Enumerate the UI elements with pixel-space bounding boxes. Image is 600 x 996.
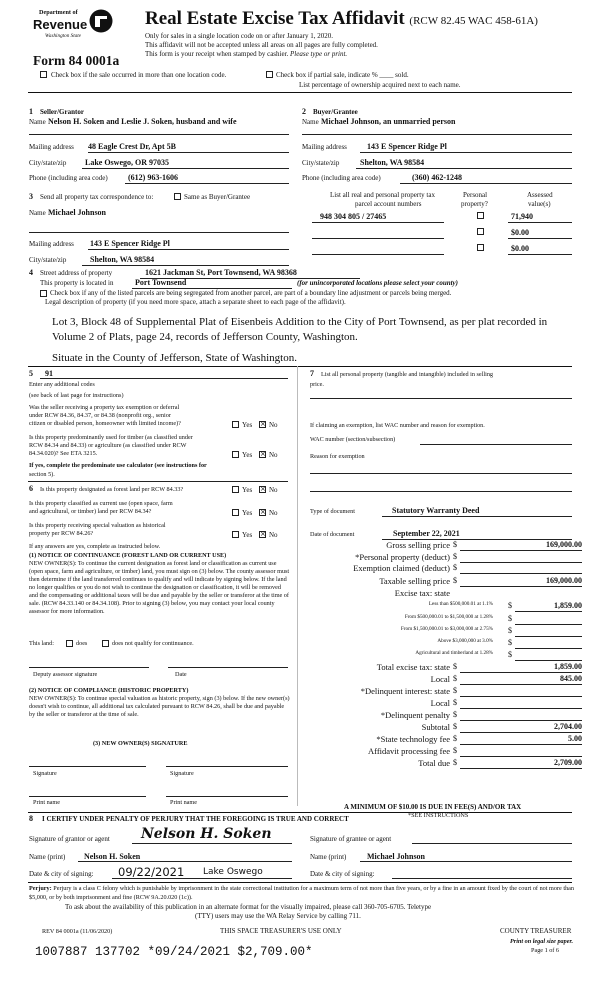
continuance-title: (1) NOTICE OF CONTINUANCE (FOREST LAND OR CURRENT USE) [29,552,227,559]
additional-code[interactable]: 91 [45,369,53,378]
same-as-buyer-label: Same as Buyer/Grantee [184,193,251,201]
yes-label: Yes [242,531,253,539]
deputy-date-line [168,667,288,668]
assessed-header-2: value(s) [528,200,551,208]
signature-label: Signature [33,770,57,777]
calc-value[interactable]: 1,859.00 [554,662,582,671]
dollar-sign: $ [453,698,457,707]
grantee-name-line [360,861,572,862]
grantor-signature-label: Signature of grantor or agent [29,835,110,843]
calc-value[interactable]: 5.00 [568,734,582,743]
calc-value-line [460,744,582,745]
q4-yes-checkbox[interactable] [232,509,239,516]
deputy-date-label: Date [175,671,187,678]
form-number: Form 84 0001a [33,53,120,68]
calc-value-line [460,684,582,685]
calc-value-line [515,636,582,637]
calc-label: *Delinquent interest: state [360,686,450,696]
calc-label: *Delinquent penalty [380,710,450,720]
q5-no-checkbox-checked[interactable]: × [260,530,266,538]
segregated-label: Check box if any of the listed parcels are being segregated from another parcel, are part of a boundary line adjustment or parcels being merged. [50,289,452,297]
if-yes-note-2: section 5). [29,471,55,478]
header-rule [28,92,572,93]
grantee-signature-label: Signature of grantee or agent [310,835,392,843]
personal-property-checkbox[interactable] [477,244,484,251]
calc-label: Gross selling price [386,540,450,550]
taxto-city[interactable]: Shelton, WA 98584 [90,255,155,264]
section-4-number: 4 [29,268,33,277]
section-8-rule [28,812,572,813]
taxto-name[interactable]: Michael Johnson [48,208,107,217]
buyer-phone[interactable]: (360) 462-1248 [412,173,462,182]
washington-state-icon [88,8,114,34]
multi-location-label: Check box if the sale occurred in more than one location code. [51,71,227,79]
grantor-date-line [112,878,292,879]
calc-value[interactable]: 2,704.00 [554,722,582,731]
calc-label: Subtotal [421,722,450,732]
dollar-sign: $ [453,552,457,561]
grantor-print-name[interactable]: Nelson H. Soken [84,852,141,861]
taxto-name-label: Name [29,209,46,217]
assessed-value[interactable]: 71,940 [511,212,533,221]
calc-value-line [515,648,582,649]
calc-label: Total excise tax: state [376,662,450,672]
seller-phone[interactable]: (612) 963-1606 [128,173,178,182]
property-address-label: Street address of property [40,269,113,277]
note-receipt: This form is your receipt when stamped by cashier. Please type or print. [145,50,348,58]
deputy-signature-line [29,667,149,668]
grantor-name-label: Name (print) [29,853,66,861]
legal-description-line-3[interactable]: Situate in the County of Jefferson, State of Washington. [52,352,297,364]
note-complete-all: This affidavit will not be accepted unless all areas on all pages are fully completed. [145,41,378,49]
tax-correspondence-label: Send all property tax correspondence to: [40,193,154,201]
dollar-sign: $ [453,686,457,695]
this-land-label: This land: [29,640,54,647]
yes-label: Yes [242,451,253,459]
buyer-name[interactable]: Michael Johnson, an unmarried person [321,117,456,126]
calc-value[interactable]: 1,859.00 [554,601,582,610]
exemption-question-2: under RCW 84.36, 84.37, or 84.38 (nonprofit org., senior [29,412,171,419]
buyer-city-line [356,168,572,169]
assessed-header-1: Assessed [527,191,553,199]
personal-property-checkbox[interactable] [477,228,484,235]
dollar-sign: $ [453,563,457,572]
segregated-checkbox[interactable] [40,290,47,297]
calc-label: Local [430,674,450,684]
compliance-title: (2) NOTICE OF COMPLIANCE (HISTORIC PROPERTY) [29,687,189,694]
seller-address[interactable]: 48 Eagle Crest Dr, Apt 5B [88,142,176,151]
seller-divider [29,134,289,135]
no-label: No [269,421,278,429]
print-name-line [29,796,146,797]
calc-label: *Personal property (deduct) [355,552,450,562]
column-divider [297,366,298,806]
historic-question: Is this property receiving special valuation as historical [29,522,166,529]
seller-city[interactable]: Lake Oswego, OR 97035 [85,158,169,167]
calc-value-line [460,768,582,769]
print-name-label: Print name [170,799,197,806]
dollar-sign: $ [508,601,512,610]
seller-address-line [88,152,289,153]
exemption-question-3: citizen or disabled person, homeowner with limited income)? [29,420,181,427]
calc-value[interactable]: 2,709.00 [554,758,582,767]
partial-sale-checkbox[interactable] [266,71,273,78]
section-5-rule [28,481,288,482]
section-5-number: 5 [29,369,33,378]
no-label: No [269,451,278,459]
personal-property-label: List all personal property (tangible and intangible) included in selling [321,371,494,378]
calc-value-line [460,550,582,551]
buyer-name-label: Name [302,118,319,126]
calc-value[interactable]: 169,000.00 [546,576,582,585]
historic-question-2: property per RCW 84.26? [29,530,94,537]
calc-label: Taxable selling price [379,576,450,586]
tty-note: (TTY) users may use the WA Relay Service by calling 711. [195,912,361,920]
grantor-signing-date[interactable]: 09/22/2021 [118,865,185,879]
wac-label: WAC number (section/subsection) [310,436,396,443]
dept-line1: Department of [39,9,78,16]
calc-label: Affidavit processing fee [368,746,450,756]
dollar-sign: $ [453,576,457,585]
calc-value-line [460,756,582,757]
print-name-line [166,796,288,797]
calc-value-line [460,708,582,709]
taxto-address-line [88,249,289,250]
calc-label: Agricultural and timberland at 1.28% [415,650,493,656]
owner-signature-line [29,766,146,767]
q3-no-checkbox-checked[interactable]: × [260,485,266,493]
section-1-number: 1 [29,107,33,116]
document-type[interactable]: Statutory Warranty Deed [392,506,480,515]
document-type-line [382,516,572,517]
continuance-body: NEW OWNER(S): To continue the current designation as forest land or classification as current use (open space, farm and agriculture, or timber) land, you must sign on (3) below. The county assessor must then determine if the land transferred continues to qualify and will indicate by signing below. If the land no longer qualifies or you do not wish to continue the designation or classification, it will be removed and the compensating or additional taxes will be due and payable by the seller or transferor at the time of sale. (RCW 84.33.140 or 84.34.108). Prior to signing (3) below, you may contact your local county assessor for more information. [29,560,290,615]
seller-city-line [82,168,289,169]
legal-description-line-1[interactable]: Lot 3, Block 48 of Supplemental Plat of Eisenbeis Addition to the City of Port Townsend, as per plat recorded in [52,316,548,328]
section-6-number: 6 [29,484,33,493]
calc-value-line [460,562,582,563]
perjury-notice: Perjury: Perjury is a class C felony which is punishable by imprisonment in the state correctional institution for a maximum term of not more than five years, or by a fine in an amount fixed by the court of not more than $5,000, or by both imprisonment and fine (RCW 9A.20.020 (1c)). [29,885,575,901]
timber-question: Is this property predominantly used for timber (as classified under [29,434,193,441]
forest-question: Is this property designated as forest land per RCW 84.33? [40,486,184,493]
section-2-number: 2 [302,107,306,116]
timber-question-2: RCW 84.34 and 84.33) or agriculture (as classified under RCW [29,442,187,449]
dollar-sign: $ [453,746,457,755]
dollar-sign: $ [508,614,512,623]
calc-label: Local [430,698,450,708]
multi-location-checkbox[interactable] [40,71,47,78]
alternate-format-note: To ask about the availability of this publication in an alternate format for the visually impaired, please call 360-705-6705. Teletype [65,903,432,911]
q3-yes-checkbox[interactable] [232,486,239,493]
parcel-line [312,238,444,239]
parcel-line [312,222,444,223]
yes-label: Yes [242,421,253,429]
compliance-body: NEW OWNER(S): To continue special valuation as historic property, sign (3) below. If the new owner(s) doesn't wish to continue, all additional tax calculated pursuant to RCW 84.26, shall be due and payable by the seller or transferor at the time of sale. [29,695,290,718]
calc-value-line [515,611,582,612]
calc-label: From $500,000.01 to $1,500,000 at 1.28% [404,614,493,620]
new-owner-signature-title: (3) NEW OWNER(S) SIGNATURE [93,740,188,747]
seller-city-label: City/state/zip [29,159,67,167]
exemption-reason-label: Reason for exemption [310,453,365,460]
parcel-line [312,254,444,255]
buyer-phone-label: Phone (including area code) [302,174,381,182]
dollar-sign: $ [508,626,512,635]
county-treasurer-label: COUNTY TREASURER [500,927,572,935]
timber-question-3: 84.34.020)? See ETA 3215. [29,450,98,457]
treasurer-use-label: THIS SPACE TREASURER'S USE ONLY [220,927,342,935]
exemption-question: Was the seller receiving a property tax exemption or deferral [29,404,180,411]
seller-phone-label: Phone (including area code) [29,174,108,182]
taxto-divider [29,232,289,233]
calc-value-line [460,720,582,721]
dept-line2: Washington State [45,33,81,39]
footer-rule [28,882,572,883]
page-number: Page 1 of 6 [531,947,560,954]
property-address[interactable]: 1621 Jackman St, Port Townsend, WA 98368 [145,268,297,277]
seller-heading: Seller/Grantor [40,108,84,116]
no-label: No [269,531,278,539]
does-not-label: does not qualify for continuance. [112,640,194,647]
buyer-heading: Buyer/Grantee [313,108,358,116]
calc-value-line [460,672,582,673]
dollar-sign: $ [508,650,512,659]
calc-value[interactable]: 169,000.00 [546,540,582,549]
q4-no-checkbox-checked[interactable]: × [260,508,266,516]
wac-line [420,444,572,445]
section-4-rule [28,366,572,367]
dollar-sign: $ [453,758,457,767]
q1-yes-checkbox[interactable] [232,421,239,428]
no-label: No [269,509,278,517]
personal-property-line [310,398,572,399]
calc-label: From $1,500,000.01 to $3,000,000 at 2.75% [400,626,493,632]
calc-value-line [460,732,582,733]
partial-pct-note: List percentage of ownership acquired next to each name. [299,81,461,89]
no-label: No [269,486,278,494]
grantor-signature-line [132,843,292,844]
taxto-city-line [82,265,289,266]
located-in-label: This property is located in [40,279,114,287]
minimum-due-note: A MINIMUM OF $10.00 IS DUE IN FEE(S) AND/OR TAX [344,803,522,811]
calc-value-line [515,660,582,661]
calc-value-line [460,696,582,697]
seller-address-label: Mailing address [29,143,74,151]
section-3-number: 3 [29,192,33,201]
section-8-number: 8 [29,814,33,823]
taxto-address[interactable]: 143 E Spencer Ridge Pl [90,239,170,248]
personal-property-checkbox[interactable] [477,212,484,219]
personal-header-2: property? [461,200,488,208]
grantee-date-line [392,878,572,879]
owner-signature-line [166,766,288,767]
q5-yes-checkbox[interactable] [232,531,239,538]
does-checkbox[interactable] [66,640,73,647]
document-date-label: Date of document [310,531,355,538]
print-name-label: Print name [33,799,60,806]
calc-label: Less than $500,000.01 at 1.1% [428,601,493,607]
personal-property-label-2: price. [310,381,324,388]
dollar-sign: $ [453,662,457,671]
current-use-question: Is this property classified as current use (open space, farm [29,500,173,507]
partial-sale-label: Check box if partial sale, indicate % ____ sold. [276,71,409,79]
taxto-city-label: City/state/zip [29,256,67,264]
assessed-line [508,238,572,239]
buyer-city-label: City/state/zip [302,159,340,167]
buyer-divider [302,134,572,135]
does-not-checkbox[interactable] [102,640,109,647]
buyer-address-label: Mailing address [302,143,347,151]
dollar-sign: $ [453,734,457,743]
legal-paper-note: Print on legal size paper. [510,938,574,945]
dollar-sign: $ [453,674,457,683]
grantee-signature-line [412,843,572,844]
does-label: does [76,640,88,647]
additional-codes-label: Enter any additional codes [29,381,95,388]
calc-value-line [460,586,582,587]
grantor-date-label: Date & city of signing: [29,870,94,878]
grantor-signature[interactable]: Nelson H. Soken [141,826,272,842]
buyer-address-line [360,152,572,153]
calc-label: Total due [418,758,450,768]
form-title: Real Estate Excise Tax Affidavit (RCW 82.45 WAC 458-61A) [145,8,538,29]
q1-no-checkbox-checked[interactable]: × [260,420,266,428]
current-use-question-2: and agricultural, or timber) land per RCW 84.34? [29,508,152,515]
calc-value-line [460,573,582,574]
calc-label: Exemption claimed (deduct) [353,563,450,573]
seller-name[interactable]: Nelson H. Soken and Leslie J. Soken, husband and wife [48,117,237,126]
q2-yes-checkbox[interactable] [232,451,239,458]
assessed-value[interactable]: $0.00 [511,228,529,237]
calc-value[interactable]: 845.00 [560,674,582,683]
treasurer-stamp: 1007887 137702 *09/24/2021 $2,709.00* [35,945,313,959]
revenue-wordmark: Revenue [33,17,88,32]
seller-phone-line [125,183,289,184]
seller-name-label: Name [29,118,46,126]
calc-label: *State technology fee [376,734,450,744]
certification-statement: I CERTIFY UNDER PENALTY OF PERJURY THAT THE FOREGOING IS TRUE AND CORRECT [42,815,349,823]
code-line [40,378,288,379]
revision-number: REV 84 0001a (11/06/2020) [42,928,113,935]
taxto-address-label: Mailing address [29,240,74,248]
document-date[interactable]: September 22, 2021 [393,529,460,538]
assessed-line [508,254,572,255]
see-instructions-note: *SEE INSTRUCTIONS [408,812,469,819]
dollar-sign: $ [453,710,457,719]
unincorporated-note: (for unincorporated locations please select your county) [297,279,458,287]
buyer-city[interactable]: Shelton, WA 98584 [360,158,425,167]
reason-line [310,473,572,474]
dollar-sign: $ [508,638,512,647]
deputy-signature-label: Deputy assessor signature [33,671,98,678]
grantee-print-name[interactable]: Michael Johnson [367,852,426,861]
dollar-sign: $ [453,540,457,549]
grantee-date-label: Date & city of signing: [310,870,375,878]
located-in[interactable]: Port Townsend [135,278,187,287]
grantee-name-label: Name (print) [310,853,347,861]
dollar-sign: $ [453,722,457,731]
assessed-value[interactable]: $0.00 [511,244,529,253]
q2-no-checkbox-checked[interactable]: × [260,450,266,458]
yes-label: Yes [242,486,253,494]
parcel-header-1: List all real and personal property tax [330,191,435,199]
if-yes-note: If yes, complete the predominate use calculator (see instructions for [29,462,207,469]
yes-label: Yes [242,509,253,517]
buyer-phone-line [400,183,572,184]
exemption-claim-label: If claiming an exemption, list WAC number and reason for exemption. [310,422,485,429]
calc-label: Excise tax: state [394,588,450,598]
legal-description-line-2[interactable]: Volume 2 of Plats, page 24, records of Jefferson County, Washington. [52,331,358,343]
parcel-header-2: parcel account numbers [355,200,422,208]
grantor-name-line [78,861,292,862]
note-single-location: Only for sales in a single location code on or after January 1, 2020. [145,32,333,40]
section-7-number: 7 [310,369,314,378]
personal-header-1: Personal [463,191,488,199]
reason-line [310,491,572,492]
document-type-label: Type of document [310,508,355,515]
calc-value-line [515,624,582,625]
buyer-address[interactable]: 143 E Spencer Ridge Pl [367,142,447,151]
grantor-signing-city[interactable]: Lake Oswego [203,867,263,877]
same-as-buyer-checkbox[interactable] [174,193,181,200]
calc-label: Above $3,000,000 at 3.0% [437,638,493,644]
parcel-number[interactable]: 948 304 805 / 27465 [320,212,387,221]
assessed-line [508,222,572,223]
signature-label: Signature [170,770,194,777]
additional-codes-note: (see back of last page for instructions) [29,392,124,399]
if-any-yes-note: If any answers are yes, complete as instructed below. [29,543,161,550]
legal-description-label: Legal description of property (if you need more space, attach a separate sheet to each page of the affidavit). [45,298,346,306]
